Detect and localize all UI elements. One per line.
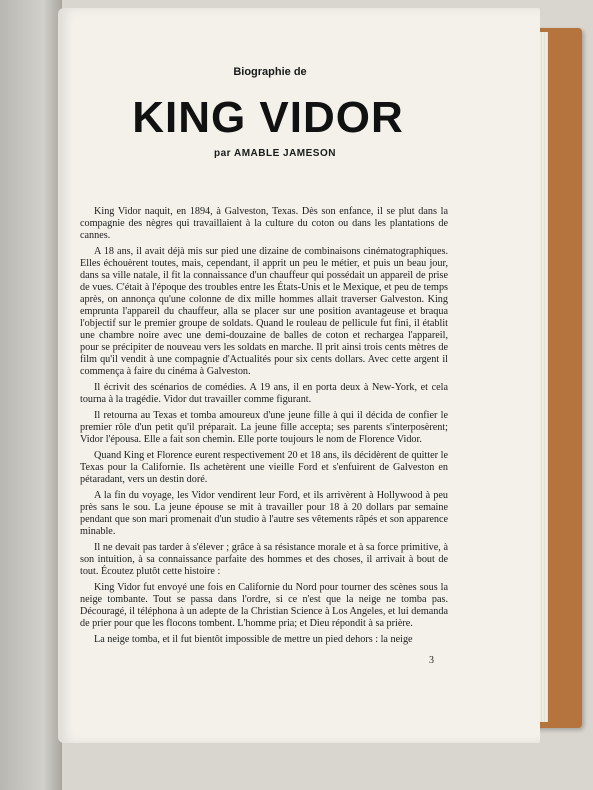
paragraph: Il retourna au Texas et tomba amoureux d'une jeune fille à qui il décida de confier le premier rôle d'un petit qu'il préparait. La jeune fille accepta; ses parents s'interposèrent; Vidor l'épousa. Elle a fait son chemin. Elle porte toujours le nom de Florence Vidor. xyxy=(80,410,448,445)
article-body xyxy=(80,206,448,650)
paragraph: King Vidor fut envoyé une fois en Californie du Nord pour tourner des scènes sous la neige tombante. Tout se passa dans l'ordre, si ce n'est que la neige ne tomba pas. Découragé, il téléphona à un adepte de la Christian Science à Los Angeles, et lui demanda de prier pour que les flocons tombent. L'homme pria; et Dieu répondit à sa prière. xyxy=(80,582,448,629)
paragraph: Quand King et Florence eurent respectivement 20 et 18 ans, ils décidèrent de quitter le Texas pour la Californie. Ils achetèrent une vieille Ford et s'enfuirent de Galveston en pétaradant, vers un destin doré. xyxy=(80,450,448,485)
paragraph: A 18 ans, il avait déjà mis sur pied une dizaine de combinaisons cinématographiques. Elles échouèrent toutes, mais, cependant, il apprit un peu le métier, et puis un beau jour, dans sa ville natale, il fit la connaissance d'un chauffeur qui possédait un appareil de prise de vues. C'était à l'époque des troubles entre les États-Unis et le Mexique, et peu de temps après, on annonça qu'une colonne de dix mille hommes allait traverser Galveston. King emprunta l'appareil du chauffeur, alla se placer sur une position avantageuse et braqua l'objectif sur le premier groupe de soldats. Quand le rouleau de pellicule fut fini, il établit une chambre noire avec une demi-douzaine de balles de coton et rechargea l'appareil, pour se précipiter de nouveau vers les soldats en marche. Il prit ainsi trois cents mètres de film qu'il vendit à une compagnie d'Actualités pour six cents dollars. Avec cette argent il commença à faire du cinéma à Galveston. xyxy=(80,246,448,377)
paragraph: Il écrivit des scénarios de comédies. A 19 ans, il en porta deux à New-York, et cela tourna à la tragédie. Vidor dut travailler comme figurant. xyxy=(80,382,448,405)
paragraph: La neige tomba, et il fut bientôt impossible de mettre un pied dehors : la neige xyxy=(94,634,413,645)
page-title: KING VIDOR xyxy=(132,93,404,142)
byline: par AMABLE JAMESON xyxy=(214,148,336,159)
paragraph: Il ne devait pas tarder à s'élever ; grâce à sa résistance morale et à sa force primitive, à son intuition, à sa connaissance parfaite des hommes et des choses, il arrivait à bout de tout. Écoutez plutôt cette histoire : xyxy=(80,542,448,577)
pre-title: Biographie de xyxy=(233,66,307,78)
page-number: 3 xyxy=(429,655,434,666)
paragraph: King Vidor naquit, en 1894, à Galveston, Texas. Dès son enfance, il se plut dans la compagnie des nègres qui travaillaient à la culture du coton ou dans les plantations de cannes. xyxy=(80,206,448,241)
facing-page-edge xyxy=(0,0,62,790)
paragraph: A la fin du voyage, les Vidor vendirent leur Ford, et ils arrivèrent à Hollywood à peu près sans le sou. La jeune épouse se mit à travailler pour 18 à 20 dollars par semaine pendant que son mari promenait d'un studio à l'autre ses vêtements râpés et son apparence minable. xyxy=(80,490,448,537)
